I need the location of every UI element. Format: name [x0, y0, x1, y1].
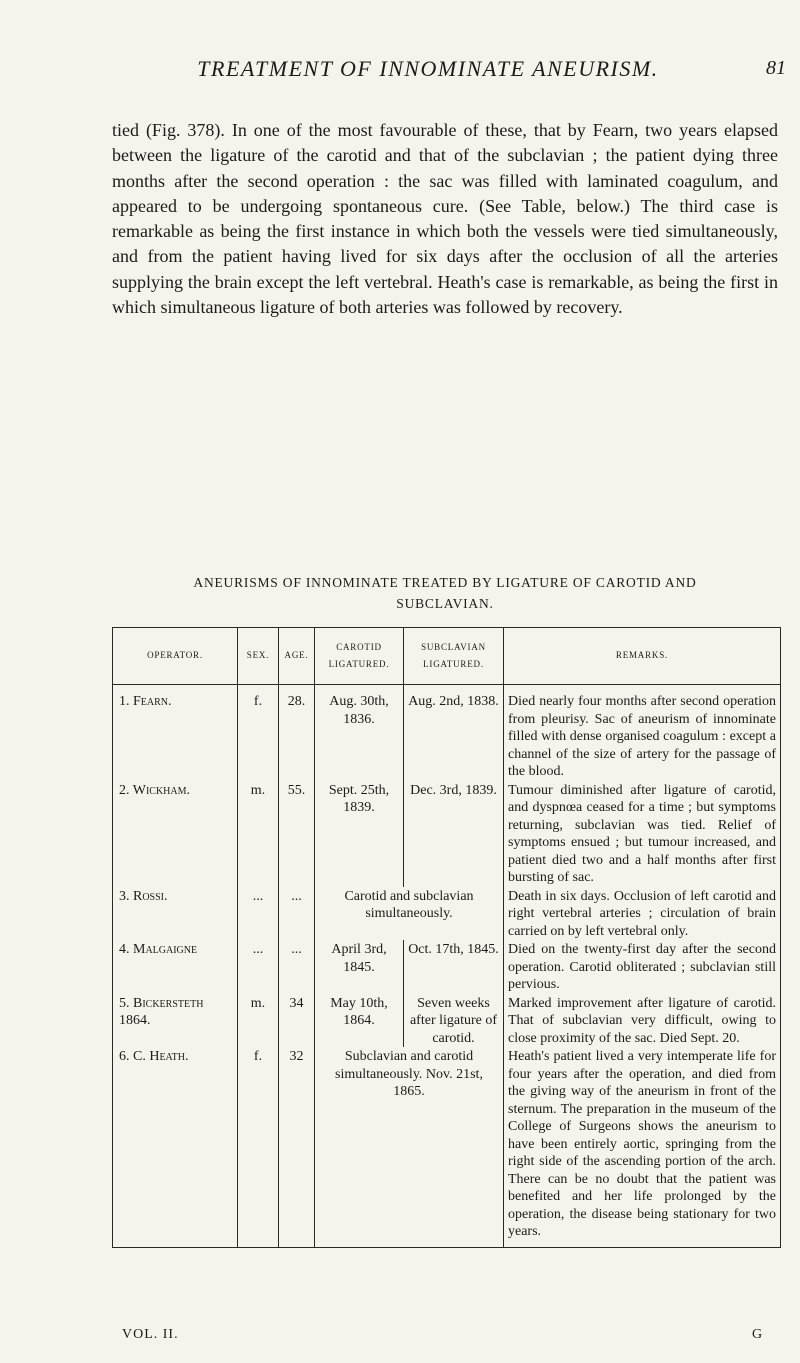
body-paragraph: tied (Fig. 378). In one of the most favourable of these, that by Fearn, two years elapsed between the ligature of the carotid and that of the subclavian ; the patient dying three months after the second operation : the sac was filled with laminated coagulum, and appeared to be undergoing spontaneous cure. (See Table, below.) The third case is remarkable as being the first instance in which both the vessels were tied simultaneously, and from the patient having lived for six days after the occlusion of all the arteries supplying the brain except the left vertebral. Heath's case is remarkable, as being the first in which simultaneous ligature of both arteries was followed by recovery.	[112, 120, 778, 318]
cell-remarks: Died on the twenty-first day after the second operation. Carotid obliterated ; subclavian still pervious.	[504, 940, 781, 994]
volume-signature: VOL. II.	[122, 1327, 179, 1342]
cell-carotid: April 3rd, 1845.	[315, 940, 404, 994]
cell-operator: 4. Malgaigne	[113, 940, 238, 994]
cell-age: 28.	[279, 685, 315, 781]
cell-remarks: Tumour diminished after ligature of carotid, and dyspnœa ceased for a time ; but symptoms returning, subclavian was tied. Relief of symptoms ensued ; but tumour increased, and patient died two and a half months after first bursting of sac.	[504, 781, 781, 887]
cell-age: 32	[279, 1047, 315, 1247]
header-sex: SEX.	[238, 628, 279, 685]
table-row	[113, 1047, 781, 1247]
cell-remarks: Marked improvement after ligature of carotid. That of subclavian very difficult, owing to close proximity of the sac. Died Sept. 20.	[504, 994, 781, 1048]
table-row	[113, 940, 781, 994]
table-row	[113, 781, 781, 887]
cell-sex: m.	[238, 781, 279, 887]
table-row	[113, 887, 781, 941]
ligature-table	[112, 627, 781, 1248]
signature-mark: G	[752, 1327, 763, 1342]
cell-age: ...	[279, 887, 315, 941]
cell-sex: f.	[238, 1047, 279, 1247]
cell-sex: f.	[238, 685, 279, 781]
cell-age: 34	[279, 994, 315, 1048]
cell-remarks: Died nearly four months after second operation from pleurisy. Sac of aneurism of innominate filled with dense organised coagulum : except a channel of the size of artery for the passage of the blood.	[504, 685, 781, 781]
page-number: 81	[766, 57, 786, 79]
cell-subclavian: Seven weeks after ligature of carotid.	[404, 994, 504, 1048]
table-row	[113, 994, 781, 1048]
table-header-row	[113, 628, 781, 685]
running-header	[110, 56, 786, 86]
header-remarks: REMARKS.	[504, 628, 781, 685]
cell-subclavian: Oct. 17th, 1845.	[404, 940, 504, 994]
header-operator: OPERATOR.	[113, 628, 238, 685]
page-title: TREATMENT OF INNOMINATE ANEURISM.	[197, 56, 659, 81]
cell-carotid: May 10th, 1864.	[315, 994, 404, 1048]
caption-line-2: SUBCLAVIAN.	[396, 596, 494, 611]
cell-remarks: Death in six days. Occlusion of left carotid and right vertebral arteries ; circulation of brain carried on by left vertebral only.	[504, 887, 781, 941]
cell-both-ligatured: Subclavian and carotid simultaneously. Nov. 21st, 1865.	[315, 1047, 504, 1247]
caption-line-1: ANEURISMS OF INNOMINATE TREATED BY LIGATURE OF CAROTID AND	[193, 575, 697, 590]
cell-operator: 1. Fearn.	[113, 685, 238, 781]
cell-sex: m.	[238, 994, 279, 1048]
cell-operator: 2. Wickham.	[113, 781, 238, 887]
cell-operator: 6. C. Heath.	[113, 1047, 238, 1247]
cell-operator: 5. Bickersteth 1864.	[113, 994, 238, 1048]
table-caption	[112, 572, 778, 614]
header-subclavian: SUBCLAVIAN LIGATURED.	[404, 628, 504, 685]
cell-age: ...	[279, 940, 315, 994]
cell-both-ligatured: Carotid and subclavian simultaneously.	[315, 887, 504, 941]
header-carotid: CAROTID LIGATURED.	[315, 628, 404, 685]
cell-carotid: Aug. 30th, 1836.	[315, 685, 404, 781]
cell-age: 55.	[279, 781, 315, 887]
table-row	[113, 685, 781, 781]
header-age: AGE.	[279, 628, 315, 685]
cell-operator: 3. Rossi.	[113, 887, 238, 941]
cell-sex: ...	[238, 940, 279, 994]
cell-carotid: Sept. 25th, 1839.	[315, 781, 404, 887]
cell-subclavian: Dec. 3rd, 1839.	[404, 781, 504, 887]
cell-sex: ...	[238, 887, 279, 941]
cell-remarks: Heath's patient lived a very intemperate life for four years after the operation, and died from the giving way of the aneurism in front of the sternum. The preparation in the museum of the College of Surgeons shows the aneurism to have been entirely aortic, springing from the right side of the ascending portion of the arch. There can be no doubt that the patient was benefited and her life prolonged by the operation, the disease being stationary for two years.	[504, 1047, 781, 1247]
cell-subclavian: Aug. 2nd, 1838.	[404, 685, 504, 781]
